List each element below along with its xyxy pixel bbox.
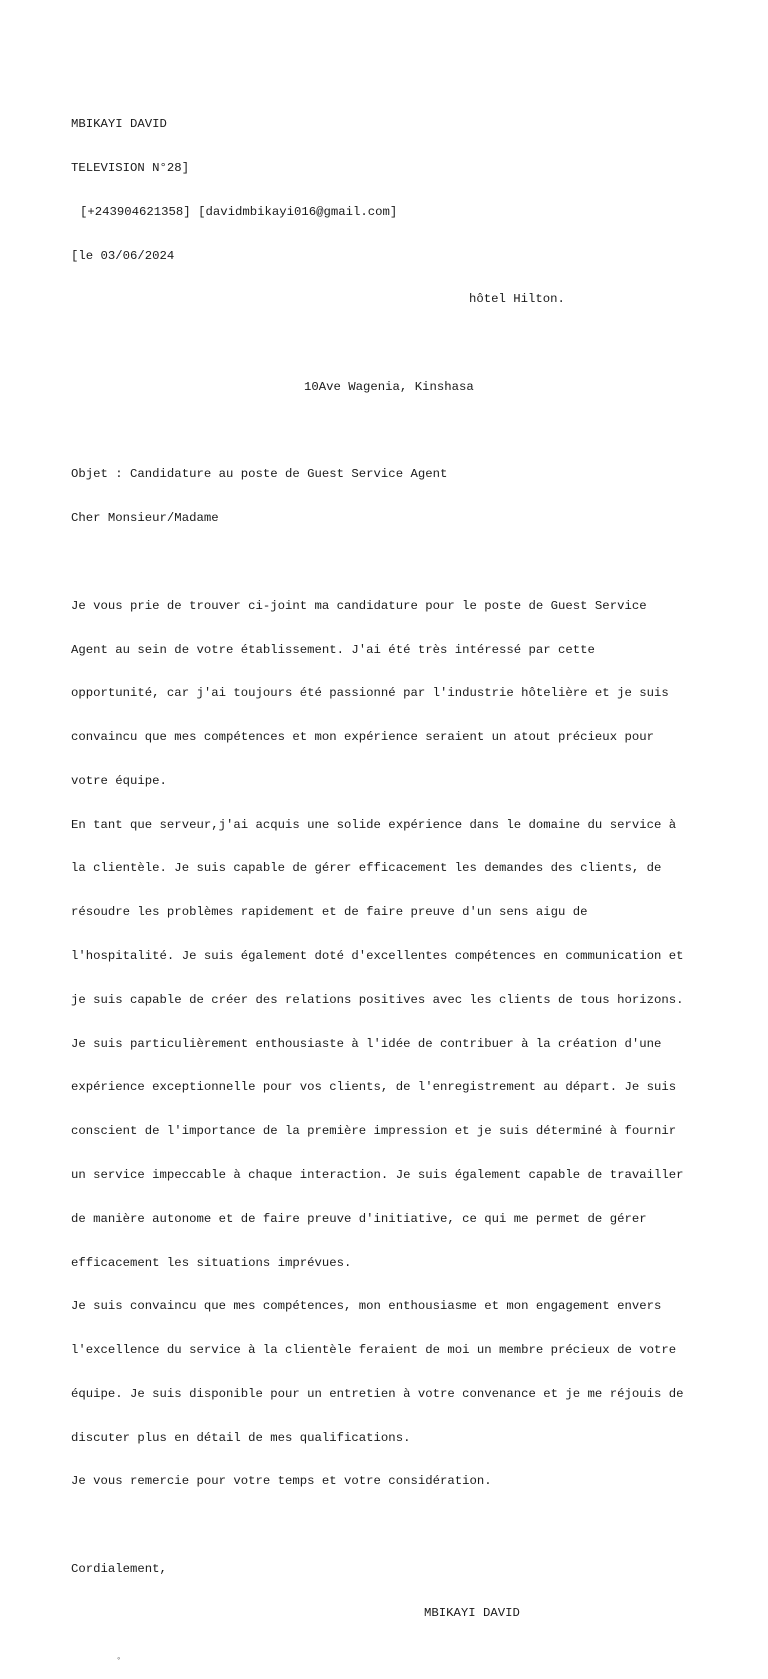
body-line: Agent au sein de votre établissement. J'ai été très intéressé par cette <box>71 642 595 657</box>
body-line: discuter plus en détail de mes qualifications. <box>71 1430 411 1445</box>
body-line: je suis capable de créer des relations positives avec les clients de tous horizons. <box>71 992 684 1007</box>
bullet-mark: ◦ <box>116 1653 122 1664</box>
body-line: Je vous prie de trouver ci-joint ma candidature pour le poste de Guest Service <box>71 598 647 613</box>
body-line: de manière autonome et de faire preuve d'initiative, ce qui me permet de gérer <box>71 1211 647 1226</box>
letter-date: [le 03/06/2024 <box>71 248 175 263</box>
body-line: équipe. Je suis disponible pour un entretien à votre convenance et je me réjouis de <box>71 1386 684 1401</box>
salutation: Cher Monsieur/Madame <box>71 511 219 526</box>
body-line: résoudre les problèmes rapidement et de faire preuve d'un sens aigu de <box>71 905 588 920</box>
spacer <box>71 424 711 439</box>
body-line: l'excellence du service à la clientèle feraient de moi un membre précieux de votre <box>71 1343 677 1358</box>
body-line: l'hospitalité. Je suis également doté d'excellentes compétences en communication et <box>71 949 684 964</box>
body-line: Je suis convaincu que mes compétences, mon enthousiasme et mon engagement envers <box>71 1299 662 1314</box>
sender-name: MBIKAYI DAVID <box>71 117 167 132</box>
sender-contact: [+243904621358] [davidmbikayi016@gmail.com] <box>80 204 398 219</box>
body-line: opportunité, car j'ai toujours été passionné par l'industrie hôtelière et je suis <box>71 686 669 701</box>
body-line: votre équipe. <box>71 773 167 788</box>
body-line: En tant que serveur,j'ai acquis une solide expérience dans le domaine du service à <box>71 817 677 832</box>
body-line: expérience exceptionnelle pour vos clients, de l'enregistrement au départ. Je suis <box>71 1080 677 1095</box>
letter-subject: Objet : Candidature au poste de Guest Service Agent <box>71 467 448 482</box>
sender-street: TELEVISION N°28] <box>71 160 190 175</box>
closing: Cordialement, <box>71 1561 167 1576</box>
letter-page <box>71 88 711 1679</box>
spacer <box>71 336 711 351</box>
body-line: la clientèle. Je suis capable de gérer efficacement les demandes des clients, de <box>71 861 662 876</box>
recipient-name: hôtel Hilton. <box>469 292 565 307</box>
body-line: convaincu que mes compétences et mon expérience seraient un atout précieux pour <box>71 730 654 745</box>
body-line: efficacement les situations imprévues. <box>71 1255 352 1270</box>
body-line: conscient de l'importance de la première impression et je suis déterminé à fournir <box>71 1124 677 1139</box>
body-line: Je suis particulièrement enthousiaste à l'idée de contribuer à la création d'une <box>71 1036 662 1051</box>
recipient-address: 10Ave Wagenia, Kinshasa <box>304 379 474 394</box>
body-line: un service impeccable à chaque interaction. Je suis également capable de travailler <box>71 1167 684 1182</box>
signature-name: MBIKAYI DAVID <box>424 1605 520 1620</box>
body-line: Je vous remercie pour votre temps et votre considération. <box>71 1474 492 1489</box>
letter-body <box>71 570 711 1519</box>
